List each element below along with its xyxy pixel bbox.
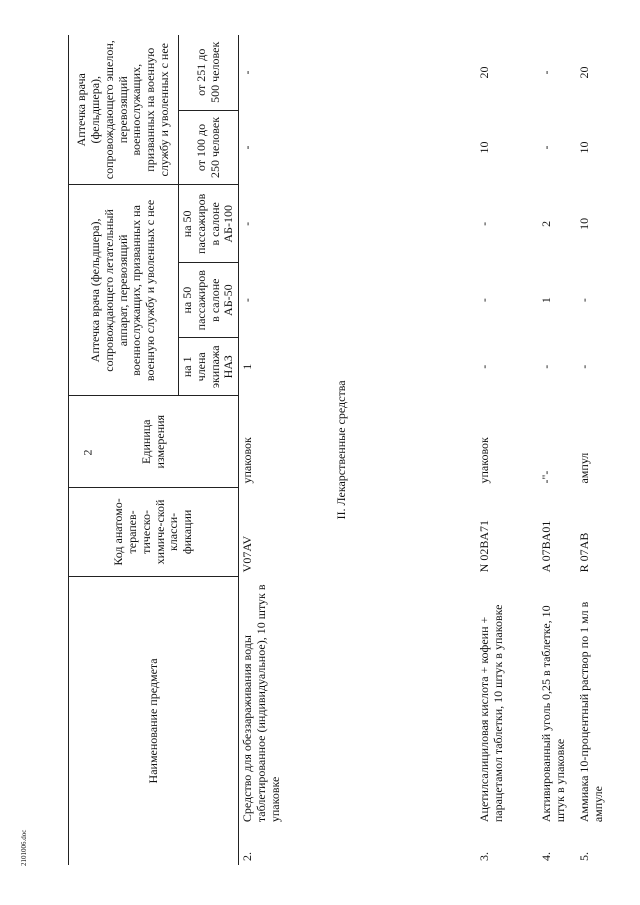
column-header-train-kit: Аптечка врача (фельдшера), сопровождающего эшелон, перевозящий военнослужащих, призванных на военную службу и уволенных с нее (69, 35, 179, 185)
table-row (476, 35, 538, 865)
column-header-ab100: на 50 пассажиров в салоне АБ-100 (179, 185, 239, 263)
row-number: 4. (539, 852, 553, 861)
row-item-name: Аммиака 10-процентный раствор по 1 мл в ампуле (577, 601, 605, 823)
row-qty-crew: 1 (239, 338, 331, 396)
row-qty-251-500: - (239, 35, 331, 110)
row-qty-ab50: 1 (539, 297, 553, 304)
row-qty-ab100: 10 (577, 217, 591, 230)
page-number: 2 (80, 449, 95, 456)
row-qty-ab50: - (239, 263, 331, 338)
row-qty-ab50: - (477, 298, 491, 303)
table-row (239, 35, 331, 865)
row-qty-crew: - (477, 364, 491, 369)
section-row (331, 35, 476, 865)
row-qty-251-500: 20 (577, 66, 591, 79)
row-qty-crew: - (577, 364, 591, 369)
row-unit: упаковок (477, 437, 491, 484)
row-number: 3. (477, 852, 491, 861)
row-item-name: Активированный уголь 0,25 в таблетке, 10 штук в упаковке (539, 605, 567, 823)
row-qty-ab100: - (239, 185, 331, 263)
row-item-name: Ацетилсалициловая кислота + кофеин + парацетамол таблетки, 10 штук в упаковке (477, 604, 505, 823)
row-qty-ab100: - (477, 221, 491, 226)
column-header-name: Наименование предмета (69, 576, 239, 865)
row-qty-ab100: 2 (539, 220, 553, 227)
row-unit: ампул (577, 452, 591, 484)
row-qty-100-250: - (239, 110, 331, 185)
column-header-ab50: на 50 пассажиров в салоне АБ-50 (179, 263, 239, 338)
row-qty-100-250: 10 (477, 141, 491, 154)
section-title: II. Лекарственные средства (333, 380, 348, 520)
row-atc-code: N 02BA71 (477, 519, 491, 573)
row-atc-code: R 07AB (577, 532, 591, 573)
medication-table (68, 35, 616, 865)
row-qty-251-500: 20 (477, 66, 491, 79)
row-qty-100-250: 10 (577, 141, 591, 154)
table-row (576, 35, 616, 865)
row-unit: -"- (539, 470, 553, 484)
column-header-atc-code: Код анатомо-терапев-тическо-химиче-ской класси-фикации (69, 488, 239, 577)
row-item-name: Средство для обеззараживания воды таблетированное (индивидуальное), 10 штук в упаковке (239, 576, 331, 826)
row-qty-crew: - (539, 364, 553, 369)
row-number: 2. (239, 826, 331, 865)
header-row-top (69, 35, 179, 865)
row-atc-code: V07AV (239, 488, 331, 577)
row-qty-251-500: - (539, 70, 553, 75)
footer-file-name: 2101006.doc (20, 829, 28, 866)
document-sheet (68, 35, 616, 865)
row-unit: упаковок (239, 396, 331, 488)
column-header-crew-member: на 1 члена экипажа НАЗ (179, 338, 239, 396)
column-header-251-500: от 251 до 500 человек (179, 35, 239, 110)
row-atc-code: A 07BA01 (539, 520, 553, 573)
column-header-aircraft-kit: Аптечка врача (фельдшера), сопровождающего летательный аппарат, перевозящий военнослужащих, призванных на военную службу и уволенных с нее (69, 185, 179, 396)
column-header-unit: Единица измерения (69, 396, 239, 488)
table-row (538, 35, 576, 865)
column-header-100-250: от 100 до 250 человек (179, 110, 239, 185)
row-number: 5. (577, 852, 591, 861)
row-qty-100-250: - (539, 145, 553, 150)
row-qty-ab50: - (577, 298, 591, 303)
